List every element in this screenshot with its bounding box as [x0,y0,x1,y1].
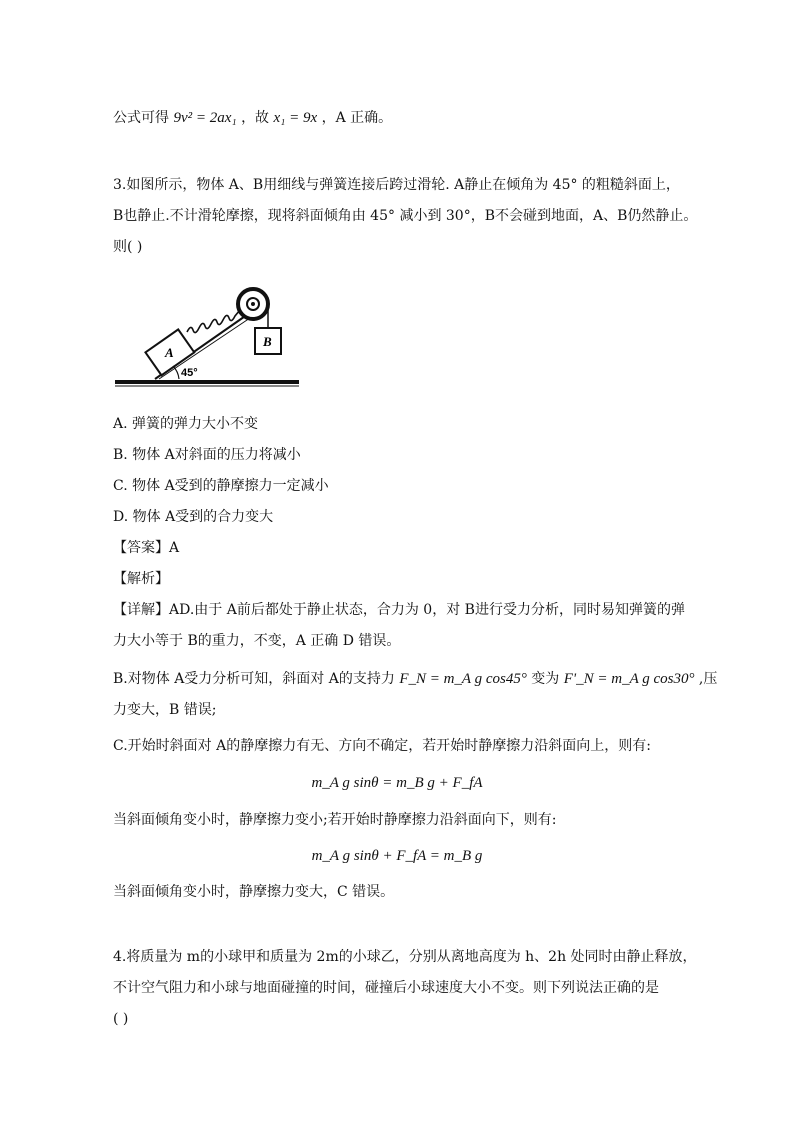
detail-c-line-1: C.开始时斜面对 A的静摩擦力有无、方向不确定，若开始时静摩擦力沿斜面向上，则有: [113,738,651,754]
answer: 【答案】A [113,540,180,556]
text: 变为 [531,671,560,687]
text: ，故 [241,110,270,126]
text: B.对物体 A受力分析可知，斜面对 A的支持力 [113,671,395,687]
text: ,压 [698,671,718,687]
question-3-line-3: 则( ) [113,239,143,255]
formula: 9v² = 2ax₁ [173,110,237,126]
block-a-label: A [165,345,174,360]
detail-b-line-1 [113,669,717,689]
option-a: A. 弹簧的弹力大小不变 [113,416,259,432]
equation-2: m_A g sinθ + F_fA = m_B g [311,848,483,864]
question-4-line-3: ( ) [113,1011,129,1027]
detail-line-2: 力大小等于 B的重力，不变，A 正确 D 错误。 [113,633,401,649]
question-3-line-2: B也静止.不计滑轮摩擦，现将斜面倾角由 45° 减小到 30°，B不会碰到地面，A、B仍然静止。 [113,208,698,224]
option-b: B. 物体 A对斜面的压力将减小 [113,447,301,463]
incline-pulley-figure [113,284,303,392]
option-d: D. 物体 A受到的合力变大 [113,509,274,525]
text: 公式可得 [113,110,169,126]
detail-line-1: 【详解】AD.由于 A前后都处于静止状态，合力为 0，对 B进行受力分析，同时易知弹簧的弹 [113,602,685,618]
question-4-line-2: 不计空气阻力和小球与地面碰撞的时间，碰撞后小球速度大小不变。则下列说法正确的是 [113,980,659,996]
question-4-line-1: 4.将质量为 m的小球甲和质量为 2m的小球乙，分别从离地高度为 h、2h 处同时由静止释放， [113,949,697,965]
formula: x₁ = 9x [273,110,318,126]
formula: F'_N = m_A g cos30° [563,671,695,687]
detail-c-line-2: 当斜面倾角变小时，静摩擦力变小;若开始时静摩擦力沿斜面向下，则有: [113,812,557,828]
line-prev-conclusion [113,108,392,128]
option-c: C. 物体 A受到的静摩擦力一定减小 [113,478,329,494]
equation-1: m_A g sinθ = m_B g + F_fA [311,775,483,791]
analysis-heading: 【解析】 [113,571,169,587]
spring [187,304,245,333]
block-b-label: B [263,334,272,349]
text: ，A 正确。 [321,110,393,126]
detail-c-line-3: 当斜面倾角变小时，静摩擦力变大，C 错误。 [113,884,395,900]
formula: F_N = m_A g cos45° [399,671,527,687]
detail-b-line-2: 力变大，B 错误; [113,702,217,718]
angle-label: 45° [181,367,198,379]
question-3-line-1: 3.如图所示，物体 A、B用细线与弹簧连接后跨过滑轮. A静止在倾角为 45° 的粗糙斜面上， [113,177,680,193]
